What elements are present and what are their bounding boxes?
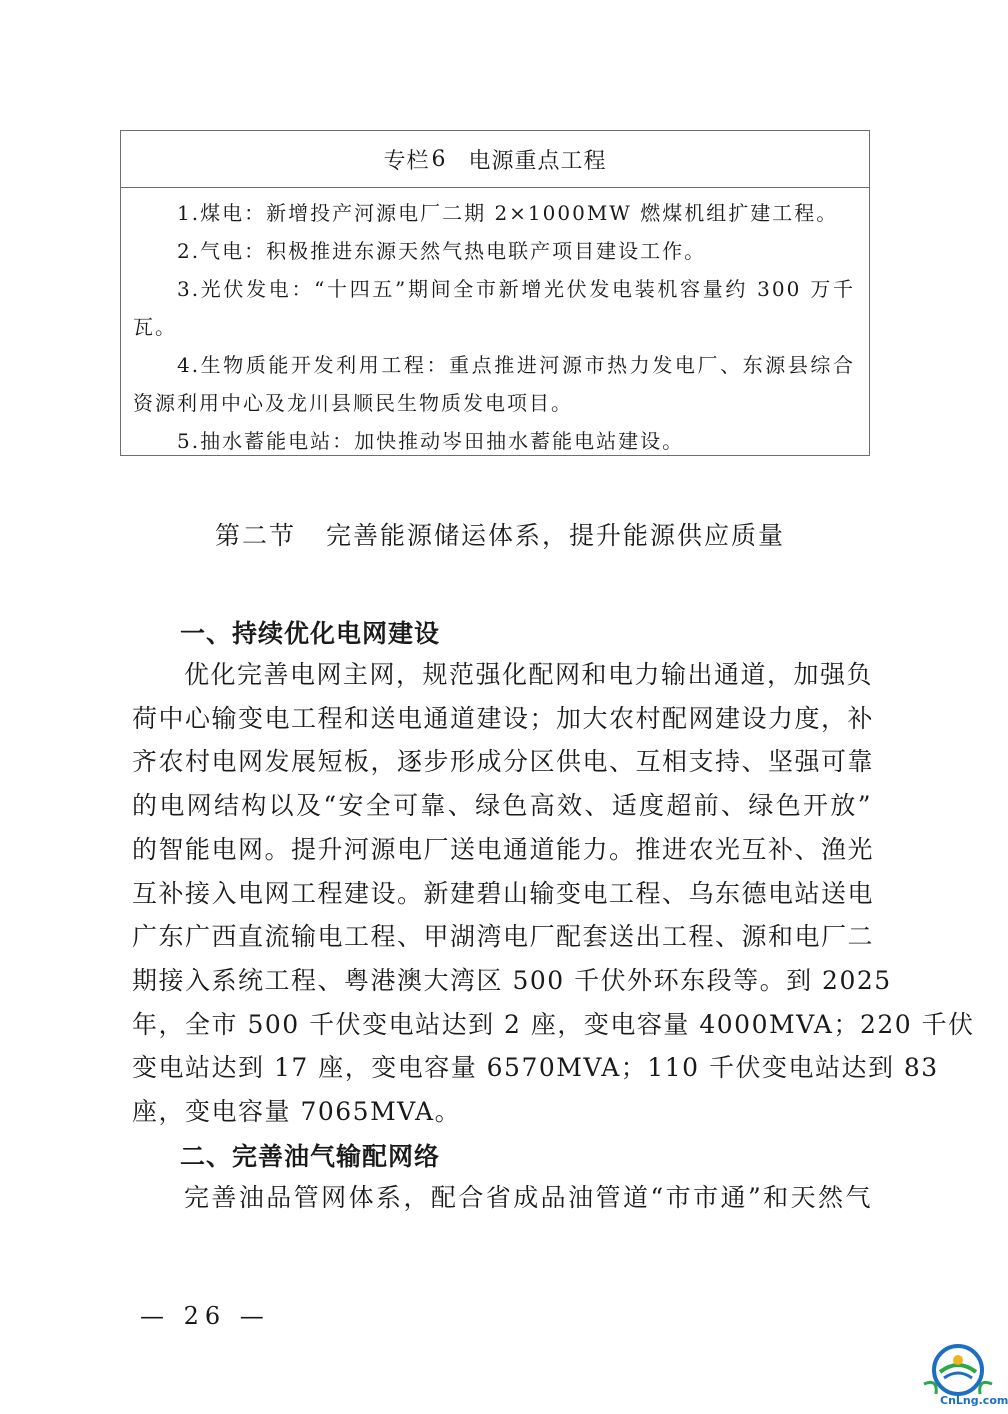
- paragraph-line: 的电网结构以及“安全可靠、绿色高效、适度超前、绿色开放”: [132, 791, 872, 821]
- subsection-heading-oil-gas: 二、完善油气输配网络: [180, 1142, 441, 1171]
- paragraph-line: 座，变电容量 7065MVA。: [132, 1097, 462, 1127]
- column-box: [120, 130, 870, 456]
- section-label: 第二节: [214, 521, 296, 550]
- watermark-text: CnLng.com: [940, 1394, 1008, 1407]
- paragraph-line: 齐农村电网发展短板，逐步形成分区供电、互相支持、坚强可靠: [132, 747, 875, 777]
- page-number: — 26 —: [140, 1302, 270, 1330]
- column-box-line: 5.抽水蓄能电站：加快推动岑田抽水蓄能电站建设。: [177, 429, 685, 453]
- section-heading: [0, 516, 1000, 552]
- column-box-line: 4.生物质能开发利用工程：重点推进河源市热力发电厂、东源县综合: [177, 353, 855, 377]
- paragraph-line: 荷中心输变电工程和送电通道建设；加大农村配网建设力度，补: [132, 703, 875, 733]
- column-box-title: [121, 131, 869, 188]
- paragraph-line: 的智能电网。提升河源电厂送电通道能力。推进农光互补、渔光: [132, 834, 875, 864]
- paragraph-line: 完善油品管网体系，配合省成品油管道“市市通”和天然气: [184, 1183, 872, 1212]
- paragraph-line: 年，全市 500 千伏变电站达到 2 座，变电容量 4000MVA；220 千伏: [132, 1009, 975, 1039]
- paragraph-line: 变电站达到 17 座，变电容量 6570MVA；110 千伏变电站达到 83: [132, 1053, 939, 1083]
- column-box-title-number: 6: [431, 146, 447, 172]
- paragraph-line: 广东广西直流输电工程、甲湖湾电厂配套送出工程、源和电厂二: [132, 922, 875, 952]
- paragraph-line: 期接入系统工程、粤港澳大湾区 500 千伏外环东段等。到 2025: [132, 965, 892, 995]
- subsection-body-grid: [132, 653, 975, 1134]
- column-box-line: 3.光伏发电：“十四五”期间全市新增光伏发电装机容量约 300 万千: [177, 277, 855, 301]
- column-box-line: 1.煤电：新增投产河源电厂二期 2×1000MW 燃煤机组扩建工程。: [177, 201, 839, 225]
- column-box-line: 瓦。: [133, 315, 177, 339]
- paragraph-line: 互补接入电网工程建设。新建碧山输变电工程、乌东德电站送电: [132, 878, 875, 908]
- column-box-title-label: 专栏: [383, 148, 430, 174]
- column-box-body: [121, 188, 869, 460]
- paragraph-line: 优化完善电网主网，规范强化配网和电力输出通道，加强负: [184, 660, 874, 689]
- subsection-body-oil-gas: [132, 1176, 872, 1220]
- subsection-heading-grid: 一、持续优化电网建设: [180, 619, 441, 648]
- section-title: 完善能源储运体系，提升能源供应质量: [326, 521, 786, 550]
- column-box-line: 资源利用中心及龙川县顺民生物质发电项目。: [133, 391, 573, 415]
- column-box-line: 2.气电：积极推进东源天然气热电联产项目建设工作。: [177, 239, 707, 263]
- column-box-title-text: 电源重点工程: [468, 148, 607, 174]
